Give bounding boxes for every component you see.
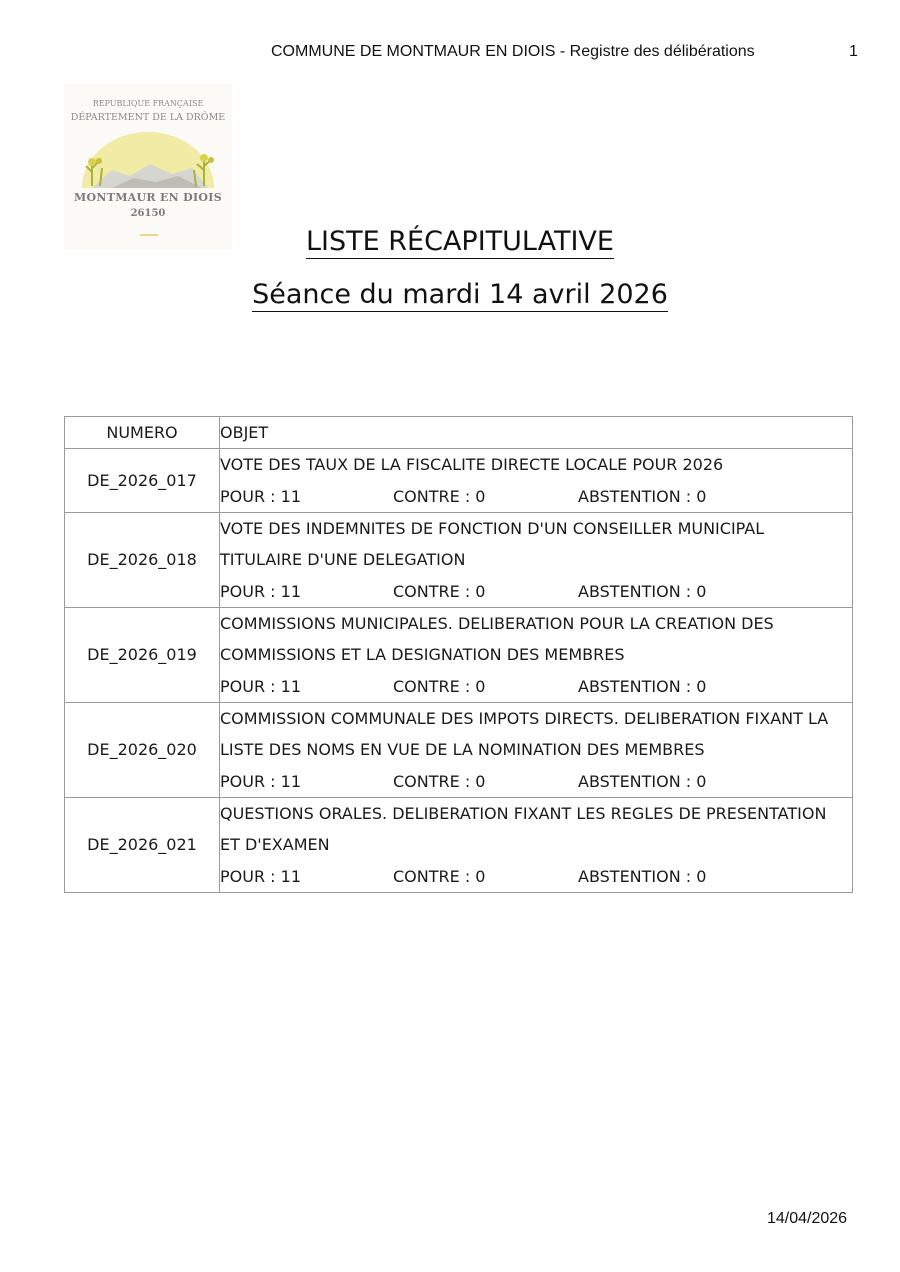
deliberation-object-line: QUESTIONS ORALES. DELIBERATION FIXANT LES REGLES DE PRESENTATION <box>220 803 827 823</box>
vote-pour: POUR : 11 <box>220 771 301 791</box>
vote-contre: CONTRE : 0 <box>393 676 486 696</box>
deliberation-object-cell <box>220 702 853 797</box>
vote-contre: CONTRE : 0 <box>393 771 486 791</box>
table-row <box>65 512 853 607</box>
deliberations-table <box>64 416 853 893</box>
vote-contre: CONTRE : 0 <box>393 486 486 506</box>
logo-department-text: DÉPARTEMENT DE LA DRÔME <box>70 112 226 123</box>
deliberation-object-line: ET D'EXAMEN <box>220 835 330 854</box>
deliberation-object-cell <box>220 607 853 702</box>
table-row <box>65 449 853 513</box>
page-number: 1 <box>849 43 858 60</box>
session-subtitle: Séance du mardi 14 avril 2026 <box>252 279 668 310</box>
table-row <box>65 702 853 797</box>
page-header-title: COMMUNE DE MONTMAUR EN DIOIS - Registre des délibérations <box>271 43 755 60</box>
deliberation-object-line: COMMISSION COMMUNALE DES IMPOTS DIRECTS. DELIBERATION FIXANT LA <box>220 708 829 728</box>
deliberation-object-line: VOTE DES TAUX DE LA FISCALITE DIRECTE LOCALE POUR 2026 <box>220 455 724 474</box>
deliberation-number: DE_2026_020 <box>65 702 220 797</box>
table-row <box>65 797 853 892</box>
vote-pour: POUR : 11 <box>220 866 301 886</box>
deliberation-object-line: COMMISSIONS ET LA DESIGNATION DES MEMBRES <box>220 645 625 664</box>
logo-republic-text: REPUBLIQUE FRANÇAISE <box>92 99 204 108</box>
deliberation-object-cell <box>220 449 853 513</box>
landscape-emblem-icon <box>72 128 224 190</box>
deliberation-number: DE_2026_017 <box>65 449 220 513</box>
deliberation-object-line: COMMISSIONS MUNICIPALES. DELIBERATION POUR LA CREATION DES <box>220 613 774 633</box>
deliberation-object-line: LISTE DES NOMS EN VUE DE LA NOMINATION DES MEMBRES <box>220 740 705 759</box>
deliberations-table-body <box>65 449 853 893</box>
document-title: LISTE RÉCAPITULATIVE <box>306 226 614 257</box>
deliberation-number: DE_2026_018 <box>65 512 220 607</box>
deliberation-object-line: VOTE DES INDEMNITES DE FONCTION D'UN CONSEILLER MUNICIPAL <box>220 518 765 538</box>
vote-contre: CONTRE : 0 <box>393 581 486 601</box>
logo-postal-code: 26150 <box>130 208 166 219</box>
footer-date: 14/04/2026 <box>767 1210 848 1227</box>
vote-pour: POUR : 11 <box>220 486 301 506</box>
table-header-row <box>65 417 853 449</box>
deliberation-object-line: TITULAIRE D'UNE DELEGATION <box>220 550 466 569</box>
vote-results <box>220 766 852 797</box>
vote-contre: CONTRE : 0 <box>393 866 486 886</box>
vote-results <box>220 861 852 892</box>
vote-results <box>220 481 852 512</box>
deliberation-number: DE_2026_021 <box>65 797 220 892</box>
column-header-objet: OBJET <box>220 417 853 449</box>
table-row <box>65 607 853 702</box>
vote-results <box>220 576 852 607</box>
vote-results <box>220 671 852 702</box>
deliberation-object-cell <box>220 797 853 892</box>
logo-commune-name: MONTMAUR EN DIOIS <box>74 191 222 204</box>
deliberation-object-cell <box>220 512 853 607</box>
vote-abstention: ABSTENTION : 0 <box>578 771 707 791</box>
vote-pour: POUR : 11 <box>220 676 301 696</box>
deliberation-number: DE_2026_019 <box>65 607 220 702</box>
vote-abstention: ABSTENTION : 0 <box>578 676 707 696</box>
vote-pour: POUR : 11 <box>220 581 301 601</box>
vote-abstention: ABSTENTION : 0 <box>578 581 707 601</box>
vote-abstention: ABSTENTION : 0 <box>578 866 707 886</box>
column-header-numero: NUMERO <box>65 417 220 449</box>
vote-abstention: ABSTENTION : 0 <box>578 486 707 506</box>
